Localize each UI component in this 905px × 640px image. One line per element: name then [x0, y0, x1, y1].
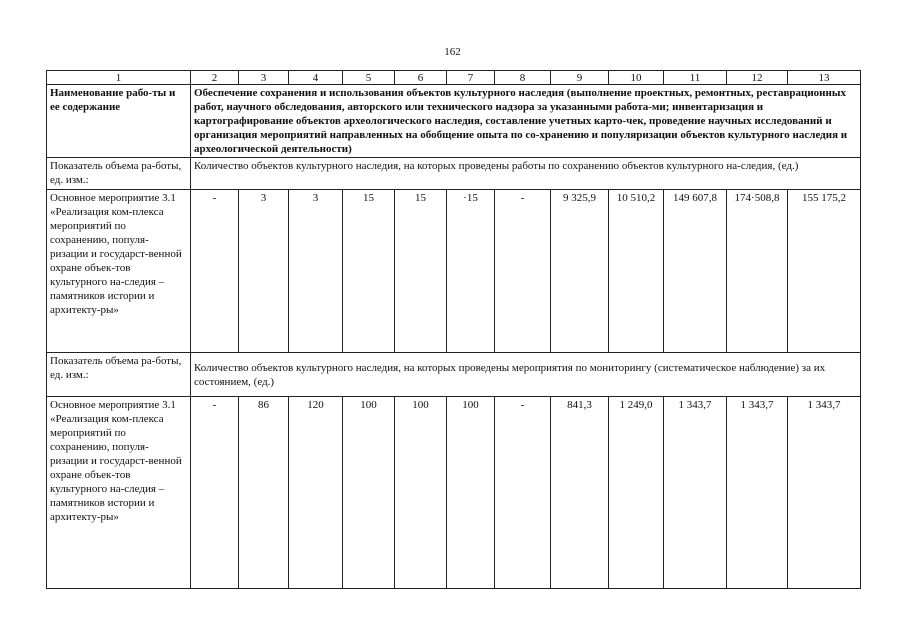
value-cell: 149 607,8	[664, 190, 727, 353]
value-cell: 100	[343, 397, 395, 589]
value-cell: 3	[239, 190, 289, 353]
column-number-row	[47, 71, 861, 85]
column-number: 7	[447, 71, 495, 85]
column-number: 6	[395, 71, 447, 85]
activity-label: Основное мероприятие 3.1 «Реализация ком-плекса мероприятий по сохранению, популя-ризации и государст-венной охране объек-тов культурного на-следия – памятников истории и архитекту-ры»	[47, 190, 191, 353]
column-number: 13	[788, 71, 861, 85]
column-number: 10	[609, 71, 664, 85]
indicator-label: Показатель объема ра-боты, ед. изм.:	[47, 158, 191, 190]
value-cell: ·15	[447, 190, 495, 353]
value-cell: 86	[239, 397, 289, 589]
value-cell: 1 343,7	[788, 397, 861, 589]
column-number: 11	[664, 71, 727, 85]
indicator-label: Показатель объема ра-боты, ед. изм.:	[47, 353, 191, 397]
value-cell: 10 510,2	[609, 190, 664, 353]
value-cell: -	[495, 190, 551, 353]
value-cell: -	[191, 397, 239, 589]
activity-label: Основное мероприятие 3.1 «Реализация ком-плекса мероприятий по сохранению, популя-ризации и государст-венной охране объек-тов культурного на-следия – памятников истории и архитекту-ры»	[47, 397, 191, 589]
value-cell: 1 343,7	[664, 397, 727, 589]
value-cell: 1 343,7	[727, 397, 788, 589]
value-cell: 120	[289, 397, 343, 589]
value-cell: 1 249,0	[609, 397, 664, 589]
column-number: 4	[289, 71, 343, 85]
column-number: 8	[495, 71, 551, 85]
indicator-text: Количество объектов культурного наследия, на которых проведены мероприятия по мониторингу (систематическое наблюдение) за их состоянием, (ед.)	[191, 353, 861, 397]
value-cell: 9 325,9	[551, 190, 609, 353]
value-cell: -	[191, 190, 239, 353]
value-cell: 100	[395, 397, 447, 589]
activity-row	[47, 190, 861, 353]
column-number: 12	[727, 71, 788, 85]
value-cell: 3	[289, 190, 343, 353]
indicator-row	[47, 158, 861, 190]
budget-table	[46, 70, 861, 589]
header-description-cell: Обеспечение сохранения и использования объектов культурного наследия (выполнение проектных, ремонтных, реставрационных работ, научного обследования, авторского или технического надзора за указанными работа-ми; инвентаризация и картографирование объектов археологического наследия, составление учетных карто-чек, проведение научных исследований и организация мероприятий направленных на обобщение опыта по со-хранению и популяризации объектов культурного наследия и археологической деятельности)	[191, 85, 861, 158]
value-cell: 841,3	[551, 397, 609, 589]
column-number: 2	[191, 71, 239, 85]
value-cell: 15	[395, 190, 447, 353]
value-cell: 15	[343, 190, 395, 353]
activity-row	[47, 397, 861, 589]
indicator-row	[47, 353, 861, 397]
column-number: 5	[343, 71, 395, 85]
header-name-cell: Наименование рабо-ты и ее содержание	[47, 85, 191, 158]
page-number: 162	[444, 46, 461, 58]
value-cell: 100	[447, 397, 495, 589]
value-cell: 174·508,8	[727, 190, 788, 353]
value-cell: -	[495, 397, 551, 589]
table-header-row	[47, 85, 861, 158]
column-number: 1	[47, 71, 191, 85]
column-number: 9	[551, 71, 609, 85]
value-cell: 155 175,2	[788, 190, 861, 353]
indicator-text: Количество объектов культурного наследия, на которых проведены работы по сохранению объектов культурного на-следия, (ед.)	[191, 158, 861, 190]
column-number: 3	[239, 71, 289, 85]
